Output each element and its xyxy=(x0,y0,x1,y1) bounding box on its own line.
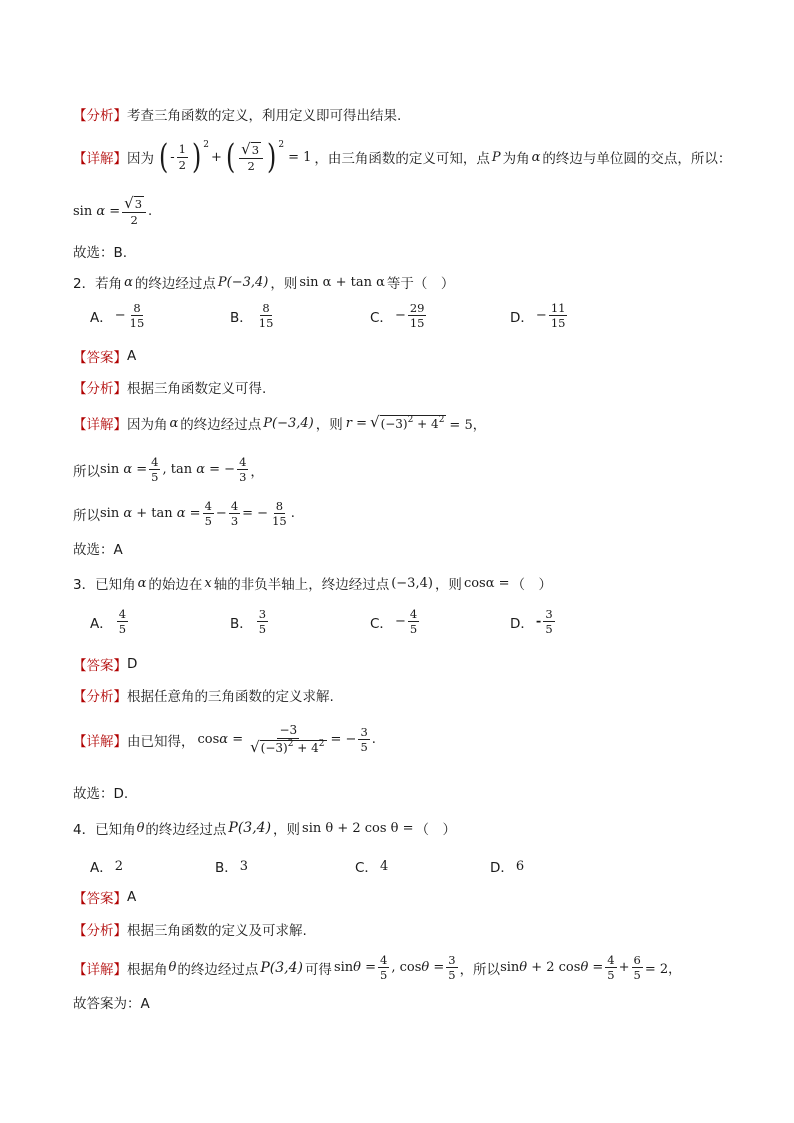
q3-stem-text: 轴的非负半轴上，终边经过点 xyxy=(213,577,390,593)
q2-stem-text: ，则 xyxy=(270,276,298,292)
q3-option-d[interactable] xyxy=(510,608,650,635)
q4-point: P(3,4) xyxy=(228,820,272,836)
q4-answer xyxy=(73,887,136,907)
q2-stem: 2．若角 α 的终边经过点 P(−3,4) ，则 sin α + tan α 等于（ ） xyxy=(73,272,454,292)
q3-detail: 【详解】 由已知得， cosα = −3 √ $(-3)^2 + 4^2$ = − $\frac{3}{5}$ . xyxy=(73,723,376,756)
q1-analysis-text: 考查三角函数的定义，利用定义即可得出结果. xyxy=(127,108,402,124)
q4-detail-text: 根据角 xyxy=(127,961,168,978)
q3-option-c[interactable] xyxy=(370,608,510,635)
q2-option-b[interactable] xyxy=(230,302,370,329)
q2-option-d[interactable] xyxy=(510,302,650,329)
q4-result: = 2， xyxy=(644,962,682,978)
option-num: 29 xyxy=(409,301,425,315)
q3-stem-text: 的始边在 xyxy=(148,577,203,593)
q4-option-d[interactable] xyxy=(490,856,630,876)
q3-option-b[interactable] xyxy=(230,608,370,635)
option-label: B． xyxy=(215,860,238,876)
q1-formula: ( - $\frac{1}{2}$ ) $^2$ + ( √ 3 2 ) $^2$ = 1 xyxy=(158,137,312,177)
option-num: 8 xyxy=(262,301,270,315)
q3-answer-value: D xyxy=(127,656,138,672)
q2-options xyxy=(90,302,650,329)
q1-conclusion: 故选：B. xyxy=(73,245,128,261)
option-value: 3 xyxy=(239,858,249,874)
option-label: A． xyxy=(90,309,113,326)
detail-tag: 【详解】 xyxy=(73,961,127,978)
analysis-tag: 【分析】 xyxy=(73,108,127,124)
option-label: A． xyxy=(90,860,113,876)
option-num: 3 xyxy=(258,607,267,621)
q4-stem-text: （ ） xyxy=(415,822,457,838)
option-num: 4 xyxy=(409,607,418,621)
q4-option-c[interactable] xyxy=(355,856,490,876)
q4-option-b[interactable] xyxy=(215,856,355,876)
q2-point: P(−3,4) xyxy=(217,274,269,290)
q4-answer-value: A xyxy=(127,889,137,905)
answer-tag: 【答案】 xyxy=(73,350,127,366)
q3-expr: cosα = xyxy=(463,575,510,591)
q3-analysis xyxy=(73,685,334,705)
option-den: 15 xyxy=(129,316,145,331)
option-den: 5 xyxy=(258,622,267,637)
q2-line2: 所以 sin α = $\frac{4}{5}$ , tan α = − $\frac{4}{3}$ ， xyxy=(73,455,264,485)
analysis-tag: 【分析】 xyxy=(73,381,127,397)
q4-analysis xyxy=(73,919,307,939)
q1-detail-text: 因为 xyxy=(127,151,154,167)
option-den: 5 xyxy=(118,622,127,637)
q3-point: (−3,4) xyxy=(391,575,433,591)
q2-point: P(−3,4) xyxy=(263,415,314,431)
q2-line-text: 所以 xyxy=(73,507,100,524)
option-sign: − xyxy=(535,308,547,324)
q1-analysis xyxy=(73,104,401,124)
q3-stem-text: ，则 xyxy=(434,577,462,593)
analysis-tag: 【分析】 xyxy=(73,689,127,705)
option-den: 15 xyxy=(550,316,566,331)
q3-detail-text: 由已知得， xyxy=(127,733,195,750)
option-den: 5 xyxy=(409,622,418,637)
q2-r: r = xyxy=(345,415,367,431)
option-label: D． xyxy=(510,309,534,326)
q4-detail-text: ，所以 xyxy=(459,961,501,978)
q4-analysis-text: 根据三角函数的定义及可求解. xyxy=(127,923,307,939)
q2-detail-text: 因为角 xyxy=(127,417,168,433)
q2-conclusion: 故选：A xyxy=(73,542,123,558)
q2-stem-text: 等于（ ） xyxy=(386,276,455,292)
option-label: B． xyxy=(230,615,253,632)
q3-conclusion: 故选：D. xyxy=(73,786,129,802)
option-den: 15 xyxy=(409,316,425,331)
q2-line3: 所以 sin α + tan α = $\frac{4}{5}$ − $\frac{4}{3}$ = − $\frac{8}{15}$ . xyxy=(73,499,295,529)
q4-stem-text: 的终边经过点 xyxy=(145,822,227,838)
q4-point: P(3,4) xyxy=(260,959,303,976)
q3-stem-text: （ ） xyxy=(511,577,553,593)
q4-conclusion: 故答案为：A xyxy=(73,996,150,1012)
q1-detail-text: 的终边与单位圆的交点，所以： xyxy=(542,151,732,167)
analysis-tag: 【分析】 xyxy=(73,923,127,939)
q3-axis: x xyxy=(204,575,212,591)
option-sign: − xyxy=(394,308,406,324)
q3-options xyxy=(90,608,650,635)
q2-r-value: = 5， xyxy=(449,417,486,433)
option-sign: − xyxy=(114,308,126,324)
option-den: 5 xyxy=(545,622,553,637)
q4-stem-text: 4．已知角 xyxy=(73,822,136,838)
q3-option-a[interactable] xyxy=(90,608,230,635)
q2-detail-text: 的终边经过点 xyxy=(180,417,262,433)
option-num: 11 xyxy=(550,301,566,315)
q2-line-text: 所以 xyxy=(73,463,100,480)
option-sign: − xyxy=(394,614,406,630)
q3-analysis-text: 根据任意角的三角函数的定义求解. xyxy=(127,689,334,705)
option-label: C． xyxy=(370,309,393,326)
answer-tag: 【答案】 xyxy=(73,658,127,674)
q2-answer xyxy=(73,346,136,366)
detail-tag: 【详解】 xyxy=(73,417,127,433)
q2-option-a[interactable] xyxy=(90,302,230,329)
option-num: 3 xyxy=(545,607,553,621)
option-num: 8 xyxy=(133,301,141,315)
q2-sqrt: √ $(-3)^2 + 4^2$ xyxy=(370,413,445,431)
q1-detail-text: ，由三角函数的定义可知，点 xyxy=(314,151,490,167)
q1-detail: 【详解】 因为 ( - $\frac{1}{2}$ ) $^2$ + ( √ 3 2 ) $^2$ = 1 ，由三角函数的定义可知，点 P 为角 α 的终边与单位圆的交点，所以： xyxy=(73,137,732,177)
q2-detail-text: ，则 xyxy=(315,417,343,433)
detail-tag: 【详解】 xyxy=(73,733,127,750)
q4-detail: 【详解】 根据角 θ 的终边经过点 P(3,4) 可得 sinθ = $\frac{4}{5}$ , cosθ = $\frac{3}{5}$ ，所以 sinθ + 2 cosθ = $\frac{4}{5}$ + $\frac{6}{5}$ = 2， xyxy=(73,953,682,983)
q4-stem: 4．已知角 θ 的终边经过点 P(3,4) ，则 sin θ + 2 cos θ = （ ） xyxy=(73,820,457,838)
option-label: D． xyxy=(510,615,534,632)
q4-option-a[interactable] xyxy=(90,856,215,876)
q4-options xyxy=(90,856,630,876)
q1-result: sin α = √ 3 2 . xyxy=(73,194,153,227)
q1-detail-text: 为角 xyxy=(502,151,530,167)
option-label: D． xyxy=(490,860,514,876)
option-label: A． xyxy=(90,615,113,632)
q3-stem: 3．已知角 α 的始边在 x 轴的非负半轴上，终边经过点 (−3,4) ，则 cosα = （ ） xyxy=(73,573,552,593)
q2-expr: sin α + tan α xyxy=(299,274,385,290)
q4-stem-text: ，则 xyxy=(273,822,301,838)
option-num: 4 xyxy=(118,607,127,621)
q2-detail: 【详解】 因为角 α 的终边经过点 P(−3,4) ，则 r = √ $(-3)^2 + 4^2$ = 5， xyxy=(73,413,486,433)
q3-answer xyxy=(73,654,137,674)
q2-answer-value: A xyxy=(127,348,137,364)
answer-tag: 【答案】 xyxy=(73,891,127,907)
option-label: C． xyxy=(370,615,393,632)
option-label: B． xyxy=(230,309,253,326)
q2-analysis xyxy=(73,377,266,397)
q4-expr: sin θ + 2 cos θ = xyxy=(302,820,414,836)
q2-analysis-text: 根据三角函数定义可得. xyxy=(127,381,267,397)
detail-tag: 【详解】 xyxy=(73,151,127,167)
option-value: 4 xyxy=(379,858,389,874)
option-sign: - xyxy=(535,614,542,630)
option-value: 6 xyxy=(515,858,525,874)
q2-stem-text: 2．若角 xyxy=(73,276,123,292)
q3-stem-text: 3．已知角 xyxy=(73,577,136,593)
q4-detail-text: 可得 xyxy=(304,961,332,978)
option-den: 15 xyxy=(258,316,274,331)
q2-option-c[interactable] xyxy=(370,302,510,329)
option-label: C． xyxy=(355,860,378,876)
q2-stem-text: 的终边经过点 xyxy=(134,276,216,292)
option-value: 2 xyxy=(114,858,124,874)
q4-detail-text: 的终边经过点 xyxy=(177,961,259,978)
